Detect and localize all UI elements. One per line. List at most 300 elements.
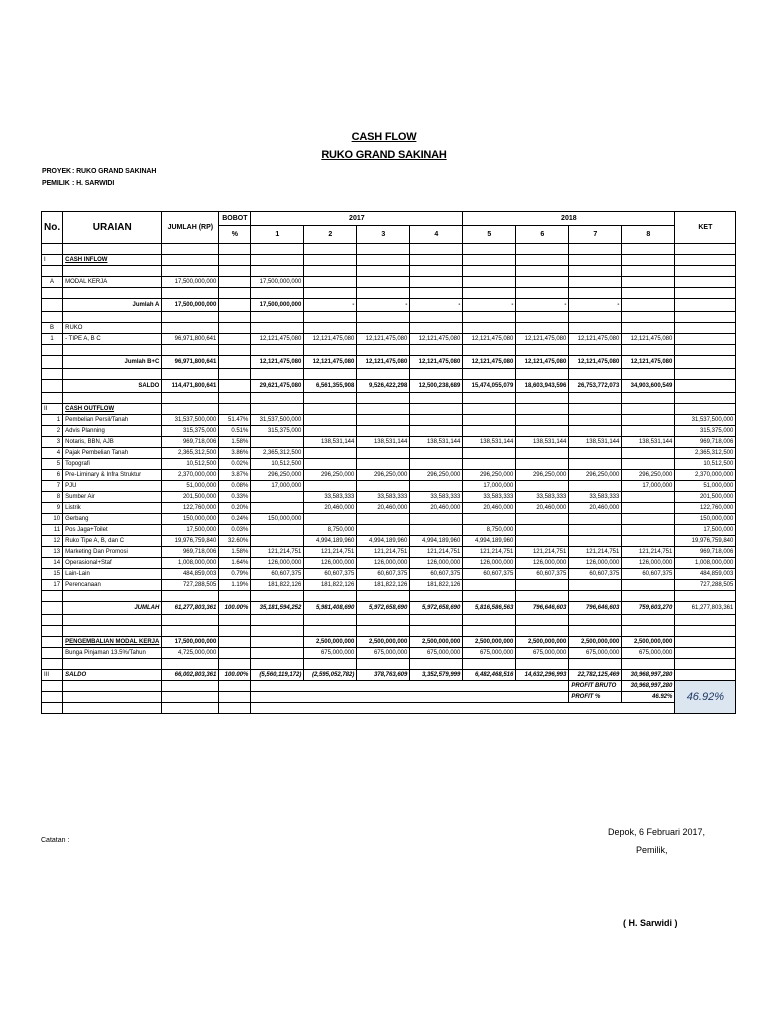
row-period-value: 12,121,475,080 [463, 356, 516, 369]
row-bobot [219, 380, 251, 393]
header-period: 5 [463, 226, 516, 244]
empty-cell [251, 393, 304, 404]
row-period-value: 4,994,189,960 [410, 536, 463, 547]
row-jumlah: 96,971,800,641 [162, 334, 219, 345]
row-period-value [251, 637, 304, 648]
row-jumlah: 96,971,800,641 [162, 356, 219, 369]
row-period-value [410, 255, 463, 266]
row-period-value: 126,000,000 [569, 558, 622, 569]
document-title: CASH FLOW [351, 131, 417, 143]
row-no: B [42, 323, 63, 334]
row-period-value [410, 415, 463, 426]
row-period-value [410, 323, 463, 334]
row-period-value [622, 277, 675, 288]
empty-cell [516, 393, 569, 404]
row-period-value [251, 648, 304, 659]
header-period: 2 [304, 226, 357, 244]
row-no [42, 380, 63, 393]
row-period-value: - [516, 299, 569, 312]
empty-cell [42, 244, 63, 255]
row-period-value: 12,121,475,080 [251, 334, 304, 345]
sign-name: ( H. Sarwidi ) [623, 918, 678, 928]
row-period-value [569, 448, 622, 459]
row-ket: 61,277,803,361 [675, 602, 736, 615]
row-period-value: 121,214,751 [569, 547, 622, 558]
row-jumlah: 150,000,000 [162, 514, 219, 525]
row-period-value: 675,000,000 [304, 648, 357, 659]
row-period-value: 33,583,333 [516, 492, 569, 503]
row-bobot: 100.00% [219, 602, 251, 615]
empty-cell [251, 345, 304, 356]
spacer-row [42, 244, 736, 255]
row-period-value [357, 323, 410, 334]
profit-bruto-label: PROFIT BRUTO [569, 681, 622, 692]
row-period-value: 126,000,000 [463, 558, 516, 569]
row-uraian: SALDO [63, 670, 162, 681]
empty-cell [410, 615, 463, 626]
empty-cell [304, 591, 357, 602]
row-period-value [569, 525, 622, 536]
row-period-value [357, 426, 410, 437]
row-jumlah: 17,500,000 [162, 525, 219, 536]
row-no: 12 [42, 536, 63, 547]
row-ket [675, 648, 736, 659]
empty-cell [357, 393, 410, 404]
row-bobot: 32.60% [219, 536, 251, 547]
table-row [42, 426, 736, 437]
row-period-value: 121,214,751 [410, 547, 463, 558]
empty-cell [304, 615, 357, 626]
row-jumlah [162, 404, 219, 415]
empty-cell [219, 312, 251, 323]
row-ket: 2,370,000,000 [675, 470, 736, 481]
row-ket: 969,718,006 [675, 437, 736, 448]
empty-cell [162, 591, 219, 602]
empty-cell [463, 312, 516, 323]
row-period-value: (5,560,119,172) [251, 670, 304, 681]
row-bobot [219, 323, 251, 334]
empty-cell [162, 626, 219, 637]
row-no [42, 356, 63, 369]
empty-cell [304, 312, 357, 323]
table-row [42, 525, 736, 536]
empty-cell [251, 615, 304, 626]
empty-cell [675, 659, 736, 670]
row-period-value: 138,531,144 [516, 437, 569, 448]
row-period-value: 296,250,000 [516, 470, 569, 481]
row-jumlah: 17,500,000,000 [162, 637, 219, 648]
empty-cell [42, 312, 63, 323]
row-period-value [569, 415, 622, 426]
row-no: A [42, 277, 63, 288]
row-bobot [219, 299, 251, 312]
row-uraian: Pos Jaga+Toilet [63, 525, 162, 536]
row-period-value: 17,000,000 [622, 481, 675, 492]
row-no: 5 [42, 459, 63, 470]
header-year-2018: 2018 [463, 212, 675, 226]
row-uraian: CASH INFLOW [63, 255, 162, 266]
empty-cell [251, 626, 304, 637]
row-period-value [622, 299, 675, 312]
spacer-row [42, 312, 736, 323]
empty-cell [219, 591, 251, 602]
row-period-value [251, 404, 304, 415]
empty-cell [569, 626, 622, 637]
row-jumlah: 969,718,006 [162, 437, 219, 448]
empty-cell [63, 659, 162, 670]
row-period-value: 126,000,000 [251, 558, 304, 569]
row-period-value [357, 415, 410, 426]
row-period-value: 20,460,000 [304, 503, 357, 514]
row-bobot: 3.86% [219, 448, 251, 459]
empty-cell [569, 591, 622, 602]
row-period-value: 296,250,000 [304, 470, 357, 481]
empty-cell [357, 266, 410, 277]
row-period-value: 33,583,333 [410, 492, 463, 503]
row-ket: 969,718,006 [675, 547, 736, 558]
spacer-row [42, 266, 736, 277]
row-uraian: Bunga Pinjaman 13.5%/Tahun [63, 648, 162, 659]
row-period-value: 12,121,475,080 [410, 356, 463, 369]
row-bobot: 0.03% [219, 525, 251, 536]
header-period: 6 [516, 226, 569, 244]
empty-cell [219, 659, 251, 670]
row-period-value [304, 426, 357, 437]
row-jumlah: 315,375,000 [162, 426, 219, 437]
row-ket [675, 637, 736, 648]
row-period-value: 34,903,600,549 [622, 380, 675, 393]
table-row [42, 637, 736, 648]
empty-cell [42, 345, 63, 356]
row-period-value: 60,607,375 [569, 569, 622, 580]
row-jumlah: 201,500,000 [162, 492, 219, 503]
empty-cell [251, 288, 304, 299]
row-period-value [622, 503, 675, 514]
row-period-value: 17,500,000,000 [251, 299, 304, 312]
row-period-value: 150,000,000 [251, 514, 304, 525]
empty-cell [622, 591, 675, 602]
row-period-value [463, 448, 516, 459]
empty-cell [463, 659, 516, 670]
row-uraian: Operasional+Staf [63, 558, 162, 569]
empty-cell [63, 345, 162, 356]
empty-cell [219, 615, 251, 626]
row-no: 9 [42, 503, 63, 514]
empty-cell [162, 393, 219, 404]
row-period-value [622, 492, 675, 503]
row-jumlah: 114,471,800,641 [162, 380, 219, 393]
empty-cell [162, 345, 219, 356]
row-period-value: 126,000,000 [516, 558, 569, 569]
empty-cell [251, 244, 304, 255]
row-period-value: 12,121,475,080 [463, 334, 516, 345]
row-period-value: 4,994,189,960 [357, 536, 410, 547]
row-period-value: 121,214,751 [357, 547, 410, 558]
row-no: 1 [42, 415, 63, 426]
empty-cell [357, 626, 410, 637]
header-period: 7 [569, 226, 622, 244]
sign-place-date: Depok, 6 Februari 2017, [608, 827, 706, 837]
table-row [42, 648, 736, 659]
row-uraian: Lain-Lain [63, 569, 162, 580]
row-no: 7 [42, 481, 63, 492]
row-period-value [357, 404, 410, 415]
row-jumlah: 19,976,759,840 [162, 536, 219, 547]
row-bobot: 0.20% [219, 503, 251, 514]
row-period-value [569, 255, 622, 266]
table-row [42, 459, 736, 470]
row-period-value: 12,500,238,689 [410, 380, 463, 393]
profit-percent-label: PROFIT % [569, 692, 622, 703]
empty-cell [622, 244, 675, 255]
empty-cell [63, 591, 162, 602]
row-no: 11 [42, 525, 63, 536]
row-period-value [410, 525, 463, 536]
proyek-line [42, 168, 156, 175]
empty-cell [463, 266, 516, 277]
row-period-value: 33,583,333 [357, 492, 410, 503]
table-row [42, 255, 736, 266]
empty-cell [251, 659, 304, 670]
row-no: 1 [42, 334, 63, 345]
empty-cell [63, 393, 162, 404]
row-period-value [516, 404, 569, 415]
row-jumlah: 727,288,505 [162, 580, 219, 591]
empty-cell [42, 659, 63, 670]
table-row [42, 670, 736, 681]
row-period-value [463, 277, 516, 288]
row-period-value: 138,531,144 [304, 437, 357, 448]
empty-cell [622, 626, 675, 637]
row-period-value: 181,822,126 [410, 580, 463, 591]
row-period-value: 29,621,475,080 [251, 380, 304, 393]
row-period-value [463, 323, 516, 334]
row-ket: 484,859,003 [675, 569, 736, 580]
empty-cell [675, 369, 736, 380]
table-row [42, 470, 736, 481]
row-period-value [251, 323, 304, 334]
spacer-row [42, 615, 736, 626]
row-period-value [251, 503, 304, 514]
row-period-value [357, 448, 410, 459]
row-period-value: 2,500,000,000 [463, 637, 516, 648]
spacer-row [42, 591, 736, 602]
row-period-value [569, 426, 622, 437]
row-period-value [251, 255, 304, 266]
row-jumlah [162, 255, 219, 266]
row-period-value [622, 404, 675, 415]
empty-cell [516, 345, 569, 356]
row-period-value: 17,000,000 [251, 481, 304, 492]
empty-cell [63, 312, 162, 323]
row-period-value [516, 255, 569, 266]
row-period-value [304, 255, 357, 266]
row-period-value: 60,607,375 [357, 569, 410, 580]
row-jumlah: 122,760,000 [162, 503, 219, 514]
row-period-value: 2,500,000,000 [304, 637, 357, 648]
row-bobot [219, 404, 251, 415]
row-no: III [42, 670, 63, 681]
row-no: 4 [42, 448, 63, 459]
row-uraian: Topografi [63, 459, 162, 470]
row-period-value: 121,214,751 [304, 547, 357, 558]
row-period-value [569, 459, 622, 470]
row-period-value: 30,968,997,280 [622, 670, 675, 681]
header-period: 8 [622, 226, 675, 244]
row-period-value: 15,474,055,079 [463, 380, 516, 393]
row-period-value: 2,500,000,000 [569, 637, 622, 648]
row-bobot [219, 637, 251, 648]
row-period-value [622, 448, 675, 459]
pemilik-line [42, 180, 114, 187]
row-no: 17 [42, 580, 63, 591]
empty-cell [251, 591, 304, 602]
empty-cell [304, 345, 357, 356]
empty-cell [516, 626, 569, 637]
table-row [42, 415, 736, 426]
row-period-value: 126,000,000 [357, 558, 410, 569]
table-row [42, 437, 736, 448]
row-period-value: 31,537,500,000 [251, 415, 304, 426]
row-bobot: 0.33% [219, 492, 251, 503]
empty-cell [410, 312, 463, 323]
row-period-value [410, 481, 463, 492]
table-row [42, 503, 736, 514]
row-uraian: CASH OUTFLOW [63, 404, 162, 415]
empty-cell [516, 659, 569, 670]
row-jumlah [162, 323, 219, 334]
row-period-value [357, 459, 410, 470]
row-period-value: 5,816,586,563 [463, 602, 516, 615]
row-jumlah: 10,512,500 [162, 459, 219, 470]
empty-cell [410, 591, 463, 602]
empty-cell [304, 266, 357, 277]
row-period-value: 35,181,594,252 [251, 602, 304, 615]
row-period-value [463, 415, 516, 426]
row-period-value: 121,214,751 [622, 547, 675, 558]
row-period-value [622, 426, 675, 437]
row-period-value [463, 426, 516, 437]
empty-cell [162, 615, 219, 626]
row-period-value: 8,750,000 [463, 525, 516, 536]
row-period-value [304, 277, 357, 288]
empty-cell [516, 591, 569, 602]
row-ket: 1,008,000,000 [675, 558, 736, 569]
empty-cell [357, 312, 410, 323]
row-period-value [463, 404, 516, 415]
row-no: I [42, 255, 63, 266]
row-bobot: 100.00% [219, 670, 251, 681]
row-ket: 315,375,000 [675, 426, 736, 437]
row-period-value: 20,460,000 [410, 503, 463, 514]
row-period-value [569, 277, 622, 288]
row-uraian: PJU [63, 481, 162, 492]
row-uraian: PENGEMBALIAN MODAL KERJA [63, 637, 162, 648]
empty-cell [516, 288, 569, 299]
row-ket: 727,288,505 [675, 580, 736, 591]
empty-cell [219, 244, 251, 255]
empty-cell [622, 288, 675, 299]
row-uraian: Notaris, BBN, AJB [63, 437, 162, 448]
empty-cell [516, 615, 569, 626]
row-period-value: 12,121,475,080 [357, 334, 410, 345]
row-ket [675, 404, 736, 415]
empty-cell [42, 266, 63, 277]
row-period-value [304, 481, 357, 492]
empty-cell [675, 393, 736, 404]
row-bobot: 0.51% [219, 426, 251, 437]
empty-cell [251, 369, 304, 380]
empty-cell [251, 312, 304, 323]
empty-cell [463, 369, 516, 380]
row-period-value [410, 404, 463, 415]
table-row [42, 380, 736, 393]
row-period-value [569, 514, 622, 525]
row-ket [675, 356, 736, 369]
row-period-value [463, 514, 516, 525]
empty-cell [162, 659, 219, 670]
row-period-value [622, 525, 675, 536]
row-period-value: 121,214,751 [516, 547, 569, 558]
row-bobot: 1.64% [219, 558, 251, 569]
empty-cell [42, 591, 63, 602]
empty-cell [675, 591, 736, 602]
empty-cell [675, 288, 736, 299]
row-period-value: 33,583,333 [304, 492, 357, 503]
empty-cell [569, 393, 622, 404]
table-row [42, 580, 736, 591]
empty-cell [410, 659, 463, 670]
row-period-value [357, 277, 410, 288]
table-row [42, 514, 736, 525]
empty-cell [516, 266, 569, 277]
row-period-value [569, 323, 622, 334]
empty-cell [569, 266, 622, 277]
empty-cell [622, 615, 675, 626]
row-period-value: 20,460,000 [463, 503, 516, 514]
row-period-value: 181,822,126 [251, 580, 304, 591]
row-period-value: 138,531,144 [463, 437, 516, 448]
empty-cell [42, 626, 63, 637]
row-period-value: 5,972,658,690 [410, 602, 463, 615]
empty-cell [410, 369, 463, 380]
row-period-value: 20,460,000 [569, 503, 622, 514]
row-period-value: 181,822,126 [357, 580, 410, 591]
row-period-value [410, 277, 463, 288]
row-period-value [569, 580, 622, 591]
header-no: No. [42, 212, 63, 244]
row-period-value [569, 404, 622, 415]
row-uraian: Advis Planning [63, 426, 162, 437]
row-period-value: 675,000,000 [463, 648, 516, 659]
row-ket: 17,500,000 [675, 525, 736, 536]
table-row [42, 569, 736, 580]
table-row [42, 404, 736, 415]
empty-cell [219, 626, 251, 637]
row-no: 6 [42, 470, 63, 481]
row-period-value [516, 277, 569, 288]
empty-cell [219, 369, 251, 380]
row-no [42, 637, 63, 648]
empty-cell [357, 244, 410, 255]
empty-cell [251, 266, 304, 277]
row-period-value [516, 514, 569, 525]
row-period-value: 60,607,375 [304, 569, 357, 580]
row-bobot: 0.02% [219, 459, 251, 470]
row-period-value: 12,121,475,080 [516, 356, 569, 369]
row-period-value [304, 404, 357, 415]
row-period-value: 675,000,000 [569, 648, 622, 659]
